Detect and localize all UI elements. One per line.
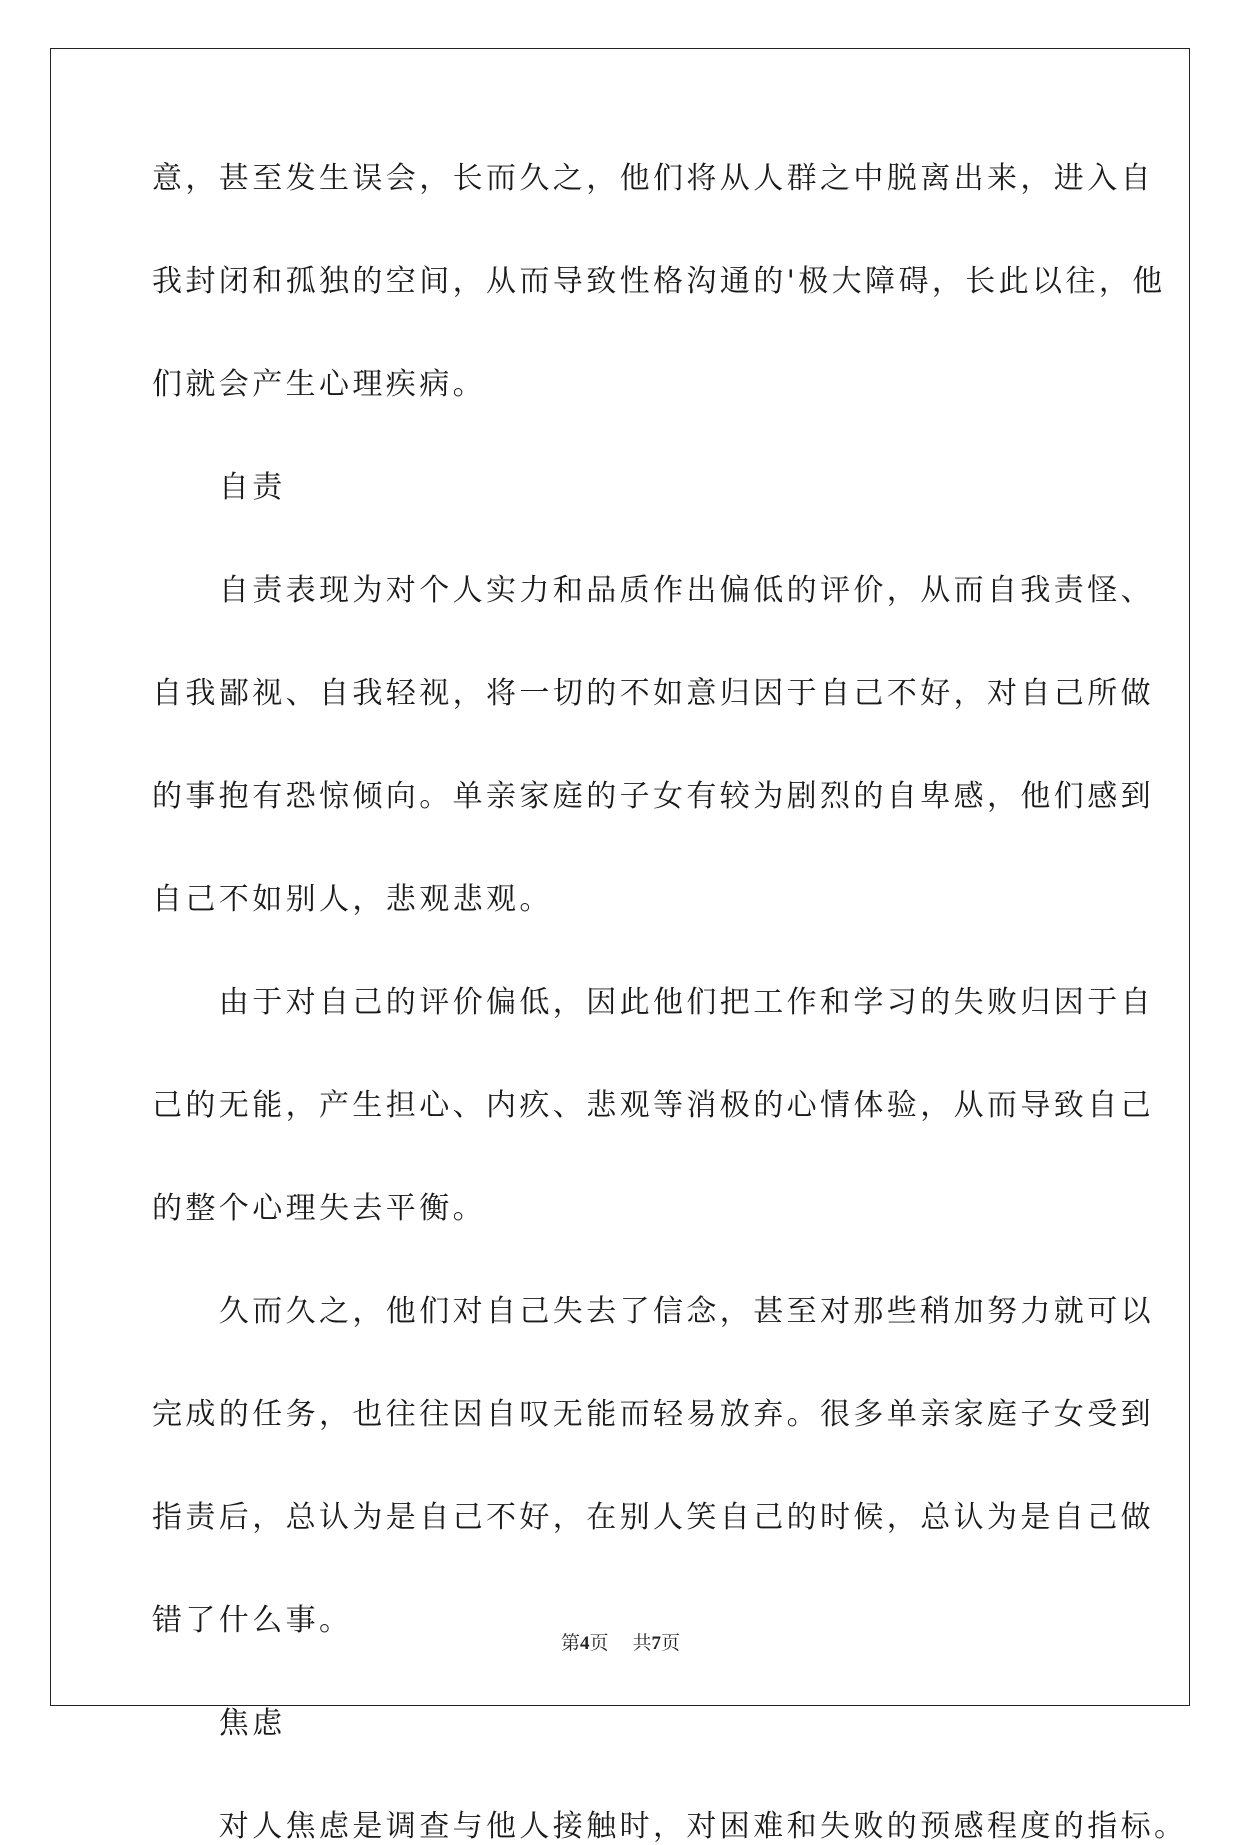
footer-total-suffix: 页 (661, 1633, 681, 1654)
text-line: 的事抱有恐惊倾向。单亲家庭的子女有较为剧烈的自卑感，他们感到 (152, 779, 1154, 814)
text-line: 的整个心理失去平衡。 (152, 1191, 486, 1226)
text-line: 们就会产生心理疾病。 (152, 367, 486, 402)
text-line: 由于对自己的评价偏低，因此他们把工作和学习的失败归因于自 (152, 985, 1154, 1020)
text-line: 自我鄙视、自我轻视，将一切的不如意归因于自己不好，对自己所做 (152, 676, 1154, 711)
section-heading (152, 469, 1092, 506)
text-line: 指责后，总认为是自己不好，在别人笑自己的时候，总认为是自己做 (152, 1500, 1154, 1535)
text-line: 焦虑 (152, 1706, 286, 1741)
document-body (152, 160, 1188, 1845)
page-footer (0, 1628, 1241, 1655)
text-line: 完成的任务，也往往因自叹无能而轻易放弃。很多单亲家庭子女受到 (152, 1397, 1154, 1432)
text-line: 自责 (152, 470, 286, 505)
total-page-number: 7 (651, 1633, 662, 1654)
text-line: 自责表现为对个人实力和品质作出偏低的评价，从而自我责怪、 (152, 573, 1154, 608)
footer-page-suffix: 页 (589, 1633, 609, 1654)
text-line: 对人焦虑是调查与他人接触时，对困难和失败的预感程度的指标。 (152, 1809, 1188, 1844)
text-line: 我封闭和孤独的空间，从而导致性格沟通的'极大障碍，长此以往，他 (152, 264, 1166, 299)
footer-prefix: 第 (560, 1633, 580, 1654)
text-line: 意，甚至发生误会，长而久之，他们将从人群之中脱离出来，进入自 (152, 161, 1154, 196)
body-paragraph (152, 1293, 1154, 1639)
body-paragraph (152, 160, 1166, 403)
section-heading (152, 1705, 1092, 1742)
text-line: 自己不如别人，悲观悲观。 (152, 882, 553, 917)
footer-total-prefix: 共 (632, 1633, 652, 1654)
text-line: 己的无能，产生担心、内疚、悲观等消极的心情体验，从而导致自己 (152, 1088, 1154, 1123)
body-paragraph (152, 1808, 1188, 1845)
body-paragraph (152, 984, 1154, 1227)
body-paragraph (152, 572, 1154, 918)
text-line: 错了什么事。 (152, 1603, 353, 1638)
current-page-number: 4 (579, 1633, 590, 1654)
text-line: 久而久之，他们对自己失去了信念，甚至对那些稍加努力就可以 (152, 1294, 1154, 1329)
